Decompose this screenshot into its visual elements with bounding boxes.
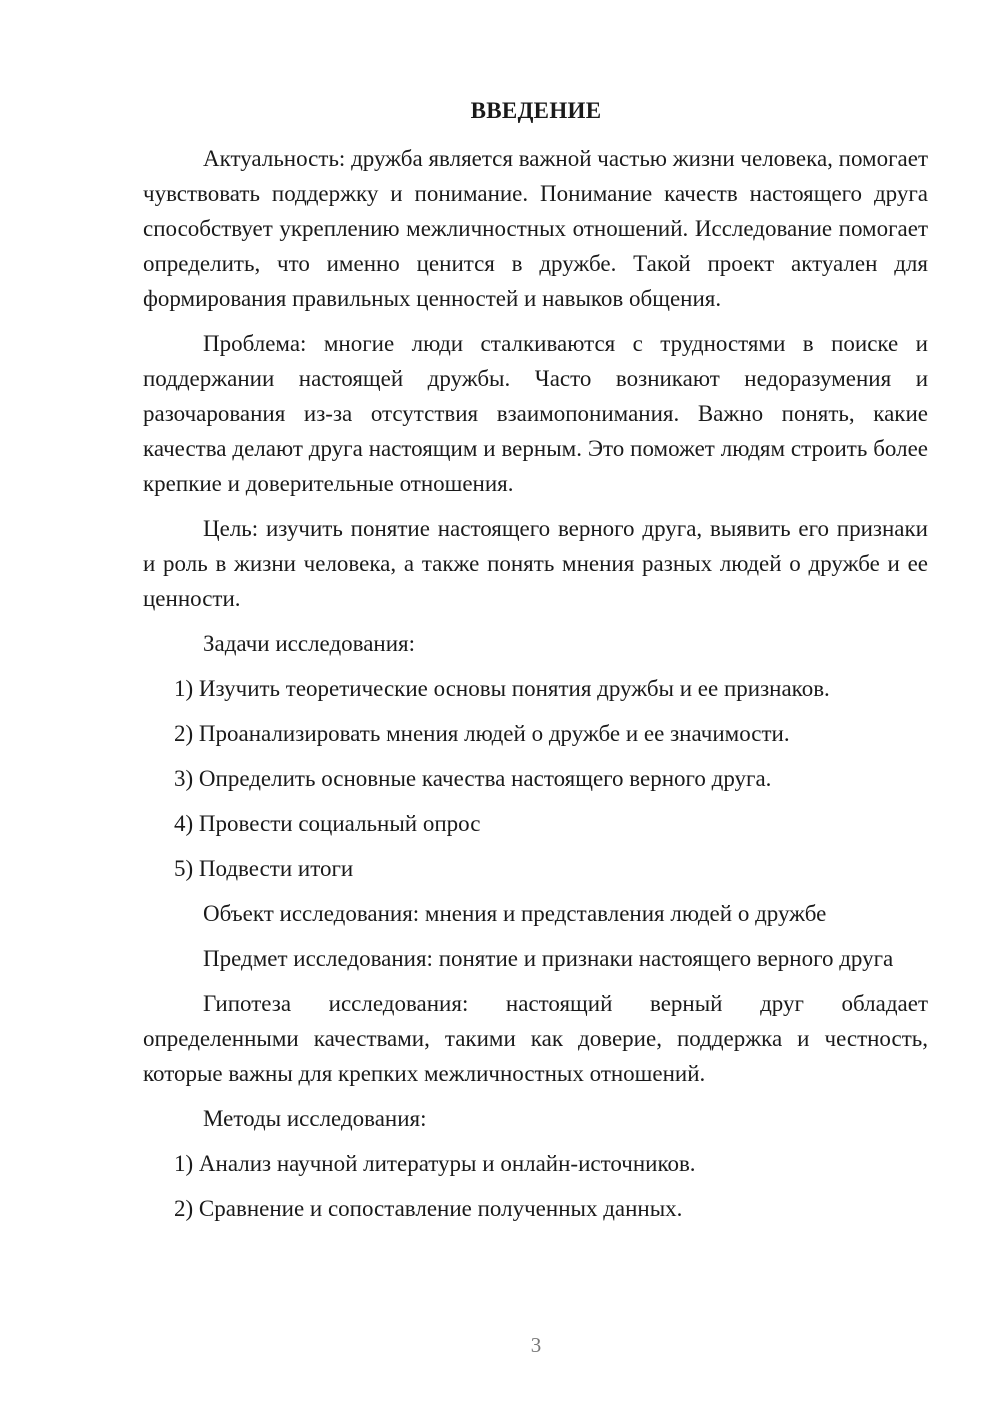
list-item: 4) Провести социальный опрос bbox=[174, 811, 481, 836]
tasks-list bbox=[143, 671, 928, 886]
list-item: 3) Определить основные качества настоящего верного друга. bbox=[174, 766, 772, 791]
object-paragraph: Объект исследования: мнения и представления людей о дружбе bbox=[203, 901, 827, 926]
methods-list bbox=[143, 1146, 928, 1226]
page-number: 3 bbox=[530, 1333, 542, 1357]
subject-paragraph: Предмет исследования: понятие и признаки настоящего верного друга bbox=[203, 946, 894, 971]
goal-paragraph: Цель: изучить понятие настоящего верного друга, выявить его признаки и роль в жизни человека, а также понять мнения разных людей о дружбе и ее ценности. bbox=[143, 516, 928, 611]
hypothesis-paragraph: Гипотеза исследования: настоящий верный друг обладает определенными качествами, такими как доверие, поддержка и честность, которые важны для крепких межличностных отношений. bbox=[143, 991, 928, 1086]
problem-paragraph: Проблема: многие люди сталкиваются с трудностями в поиске и поддержании настоящей дружбы. Часто возникают недоразумения и разочарования из-за отсутствия взаимопонимания. Важно понять, какие качества делают друга настоящим и верным. Это поможет людям строить более крепкие и доверительные отношения. bbox=[143, 331, 928, 496]
body-text bbox=[143, 141, 928, 1226]
list-item: 1) Изучить теоретические основы понятия дружбы и ее признаков. bbox=[174, 676, 830, 701]
list-item: 5) Подвести итоги bbox=[174, 856, 354, 881]
tasks-title: Задачи исследования: bbox=[203, 631, 416, 656]
list-item: 2) Сравнение и сопоставление полученных данных. bbox=[174, 1196, 683, 1221]
list-item: 2) Проанализировать мнения людей о дружбе и ее значимости. bbox=[174, 721, 790, 746]
list-item: 1) Анализ научной литературы и онлайн-источников. bbox=[174, 1151, 696, 1176]
relevance-paragraph: Актуальность: дружба является важной частью жизни человека, помогает чувствовать поддержку и понимание. Понимание качеств настоящего друга способствует укреплению межличностных отношений. Исследование помогает определить, что именно ценится в дружбе. Такой проект актуален для формирования правильных ценностей и навыков общения. bbox=[143, 146, 928, 311]
section-heading: ВВЕДЕНИЕ bbox=[470, 98, 602, 123]
methods-title: Методы исследования: bbox=[203, 1106, 427, 1131]
